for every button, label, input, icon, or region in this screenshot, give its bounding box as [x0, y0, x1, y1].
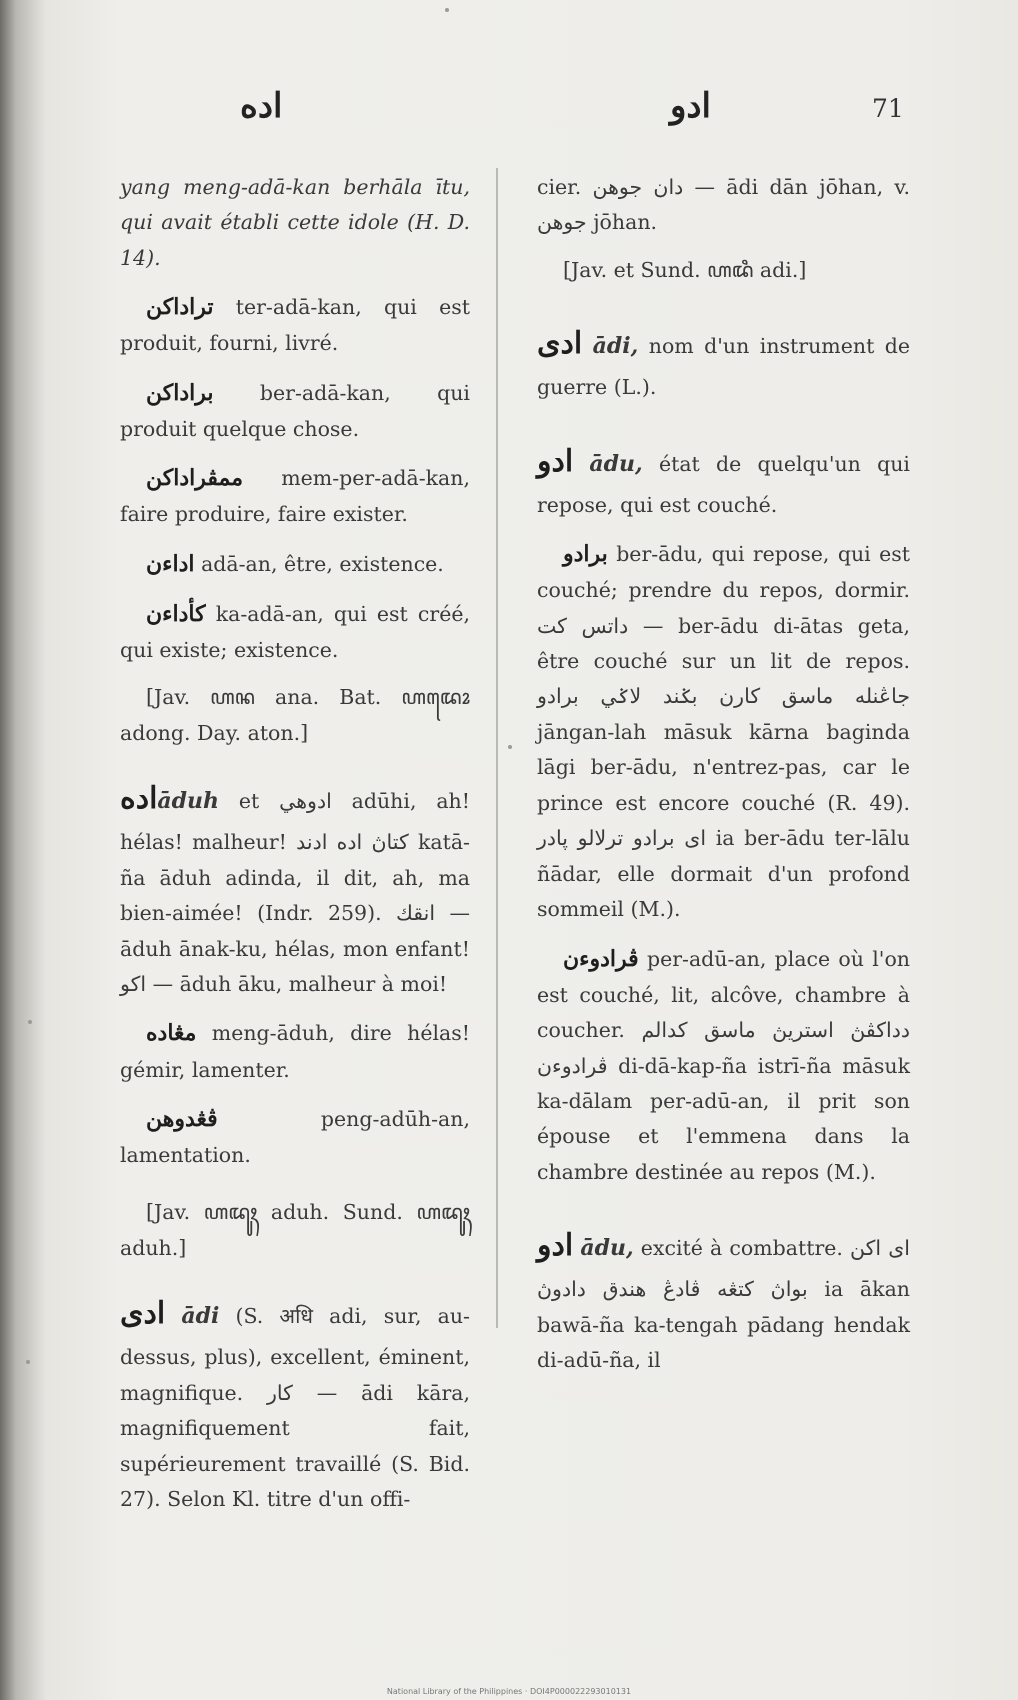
page-number: 71 — [872, 94, 904, 123]
transliterated-headword: ādi, — [592, 333, 639, 360]
arabic-headword: مڠاده — [146, 1020, 197, 1047]
etymology-note: [Jav. et Sund. ꦲꦢꦶ adi.] — [563, 257, 807, 282]
transliterated-headword: āduh — [157, 788, 220, 815]
arabic-headword: تراداكن — [146, 294, 214, 321]
entry-text: ka-adā-an, qui est créé, qui existe; existence. — [120, 601, 470, 662]
arabic-headword: ادى — [537, 326, 583, 362]
arabic-headword: ادو — [537, 443, 574, 479]
running-head-right: ادو — [670, 86, 712, 126]
right-column — [537, 170, 910, 1391]
entry — [120, 288, 470, 362]
library-credit: National Library of the Philippines · DOI4P000022293010131 — [386, 1687, 632, 1696]
left-column — [120, 170, 470, 1530]
entry-text: (S. अधि adi, sur, au-dessus, plus), excellent, éminent, magnifique. كار — ādi kāra, magnifiquement fait, supérieurement travaillé (S. Bid. 27). Selon Kl. titre d'un offi- — [120, 1304, 470, 1512]
entry-text: peng-adūh-an, lamentation. — [120, 1106, 470, 1168]
speck — [26, 1360, 30, 1364]
entry-text: per-adū-an, place où l'on est couché, lit, alcôve, chambre à coucher. دداكڤڽ استريڽ ماسق كدالم ڤرادوءن di-dā-kap-ña istrī-ña māsuk ka-dālam per-adū-an, il prit son épouse et l'emmena dans la chambre destinée au repos (M.). — [537, 946, 910, 1184]
entry — [120, 545, 470, 583]
transliterated-headword: ādi — [181, 1303, 220, 1330]
entry — [120, 1288, 470, 1517]
entry — [537, 436, 910, 523]
entry-text: excité à combattre. اى اكن بواڽ كتڠه ڤادڠ هندق دادوڽ ia ākan bawā-ña ka-tengah pādang hendak di-adū-ña, il — [537, 1236, 910, 1373]
entry-text: cier. دان جوهن — ādi dān jōhan, v. جوهن jōhan. — [537, 175, 910, 235]
arabic-headword: ڤڠدوهن — [146, 1105, 218, 1132]
arabic-headword: اده — [120, 781, 158, 817]
speck — [445, 8, 449, 12]
column-divider — [496, 168, 498, 1328]
arabic-headword: ممڤراداكن — [146, 465, 244, 492]
entry-text: ber-adā-kan, qui produit quelque chose. — [120, 380, 470, 441]
entry-text: ter-adā-kan, qui est produit, fourni, livré. — [120, 295, 470, 356]
entry-text: état de quelqu'un qui repose, qui est couché. — [537, 451, 910, 517]
etymology-note: [Jav. ꦲꦤ ana. Bat. ꦲꦢꦺꦴ adong. Day. aton.] — [120, 685, 470, 745]
entry — [120, 1100, 470, 1174]
arabic-headword: برادو — [563, 541, 608, 568]
arabic-headword: ادى — [120, 1296, 166, 1332]
entry-text: meng-āduh, dire hélas! gémir, lamenter. — [120, 1021, 470, 1082]
arabic-headword: براداكن — [146, 379, 214, 406]
entry-text: mem-per-adā-kan, faire produire, faire exister. — [120, 466, 470, 527]
arabic-headword: اداءن — [146, 550, 195, 577]
entry-text: yang meng-adā-kan berhāla ītu, qui avait établi cette idole (H. D. 14). — [120, 175, 470, 270]
entry — [537, 1220, 910, 1378]
entry — [537, 535, 910, 928]
entry-text: et ادوهي adūhi, ah! hélas! malheur! كتاڽ اده ادند katā-ña āduh adinda, il dit, ah, ma bien-aimée! (Indr. 259). انقك — āduh ānak-ku, hélas, mon enfant! اكو — āduh āku, malheur à moi! — [120, 789, 470, 997]
entry — [120, 773, 470, 1002]
arabic-headword: كأداءن — [146, 600, 206, 627]
entry-text: ber-ādu, qui repose, qui est couché; prendre du repos, dormir. داتس كت — ber-ādu di-ātas geta, être couché sur un lit de repos. جاڠنله ماسق كارن بݢند لاݢي برادو jāngan-lah māsuk kārna baginda lāgi ber-ādu, n'entrez-pas, car le prince est encore couché (R. 49). اى برادو ترلالو ڽادر ia ber-ādu ter-lālu ñādar, elle dormait d'un profond sommeil (M.). — [537, 542, 910, 922]
arabic-headword: ڤرادوءن — [563, 945, 639, 972]
entry-text: adā-an, être, existence. — [201, 551, 444, 576]
arabic-headword: ادو — [537, 1228, 574, 1264]
entry — [120, 374, 470, 448]
entry — [120, 1014, 470, 1088]
entry — [120, 459, 470, 533]
entry — [537, 318, 910, 405]
entry-text: nom d'un instrument de guerre (L.). — [537, 334, 910, 400]
running-head-left: اده — [240, 86, 283, 126]
entry — [537, 940, 910, 1191]
transliterated-headword: ādu, — [589, 450, 643, 477]
speck — [28, 1020, 32, 1024]
entry — [120, 595, 470, 669]
etymology-note: [Jav. ꦲꦢꦸꦃ aduh. Sund. ꦲꦢꦸꦃ aduh.] — [120, 1200, 470, 1260]
transliterated-headword: ādu, — [580, 1235, 634, 1262]
speck — [508, 745, 512, 749]
